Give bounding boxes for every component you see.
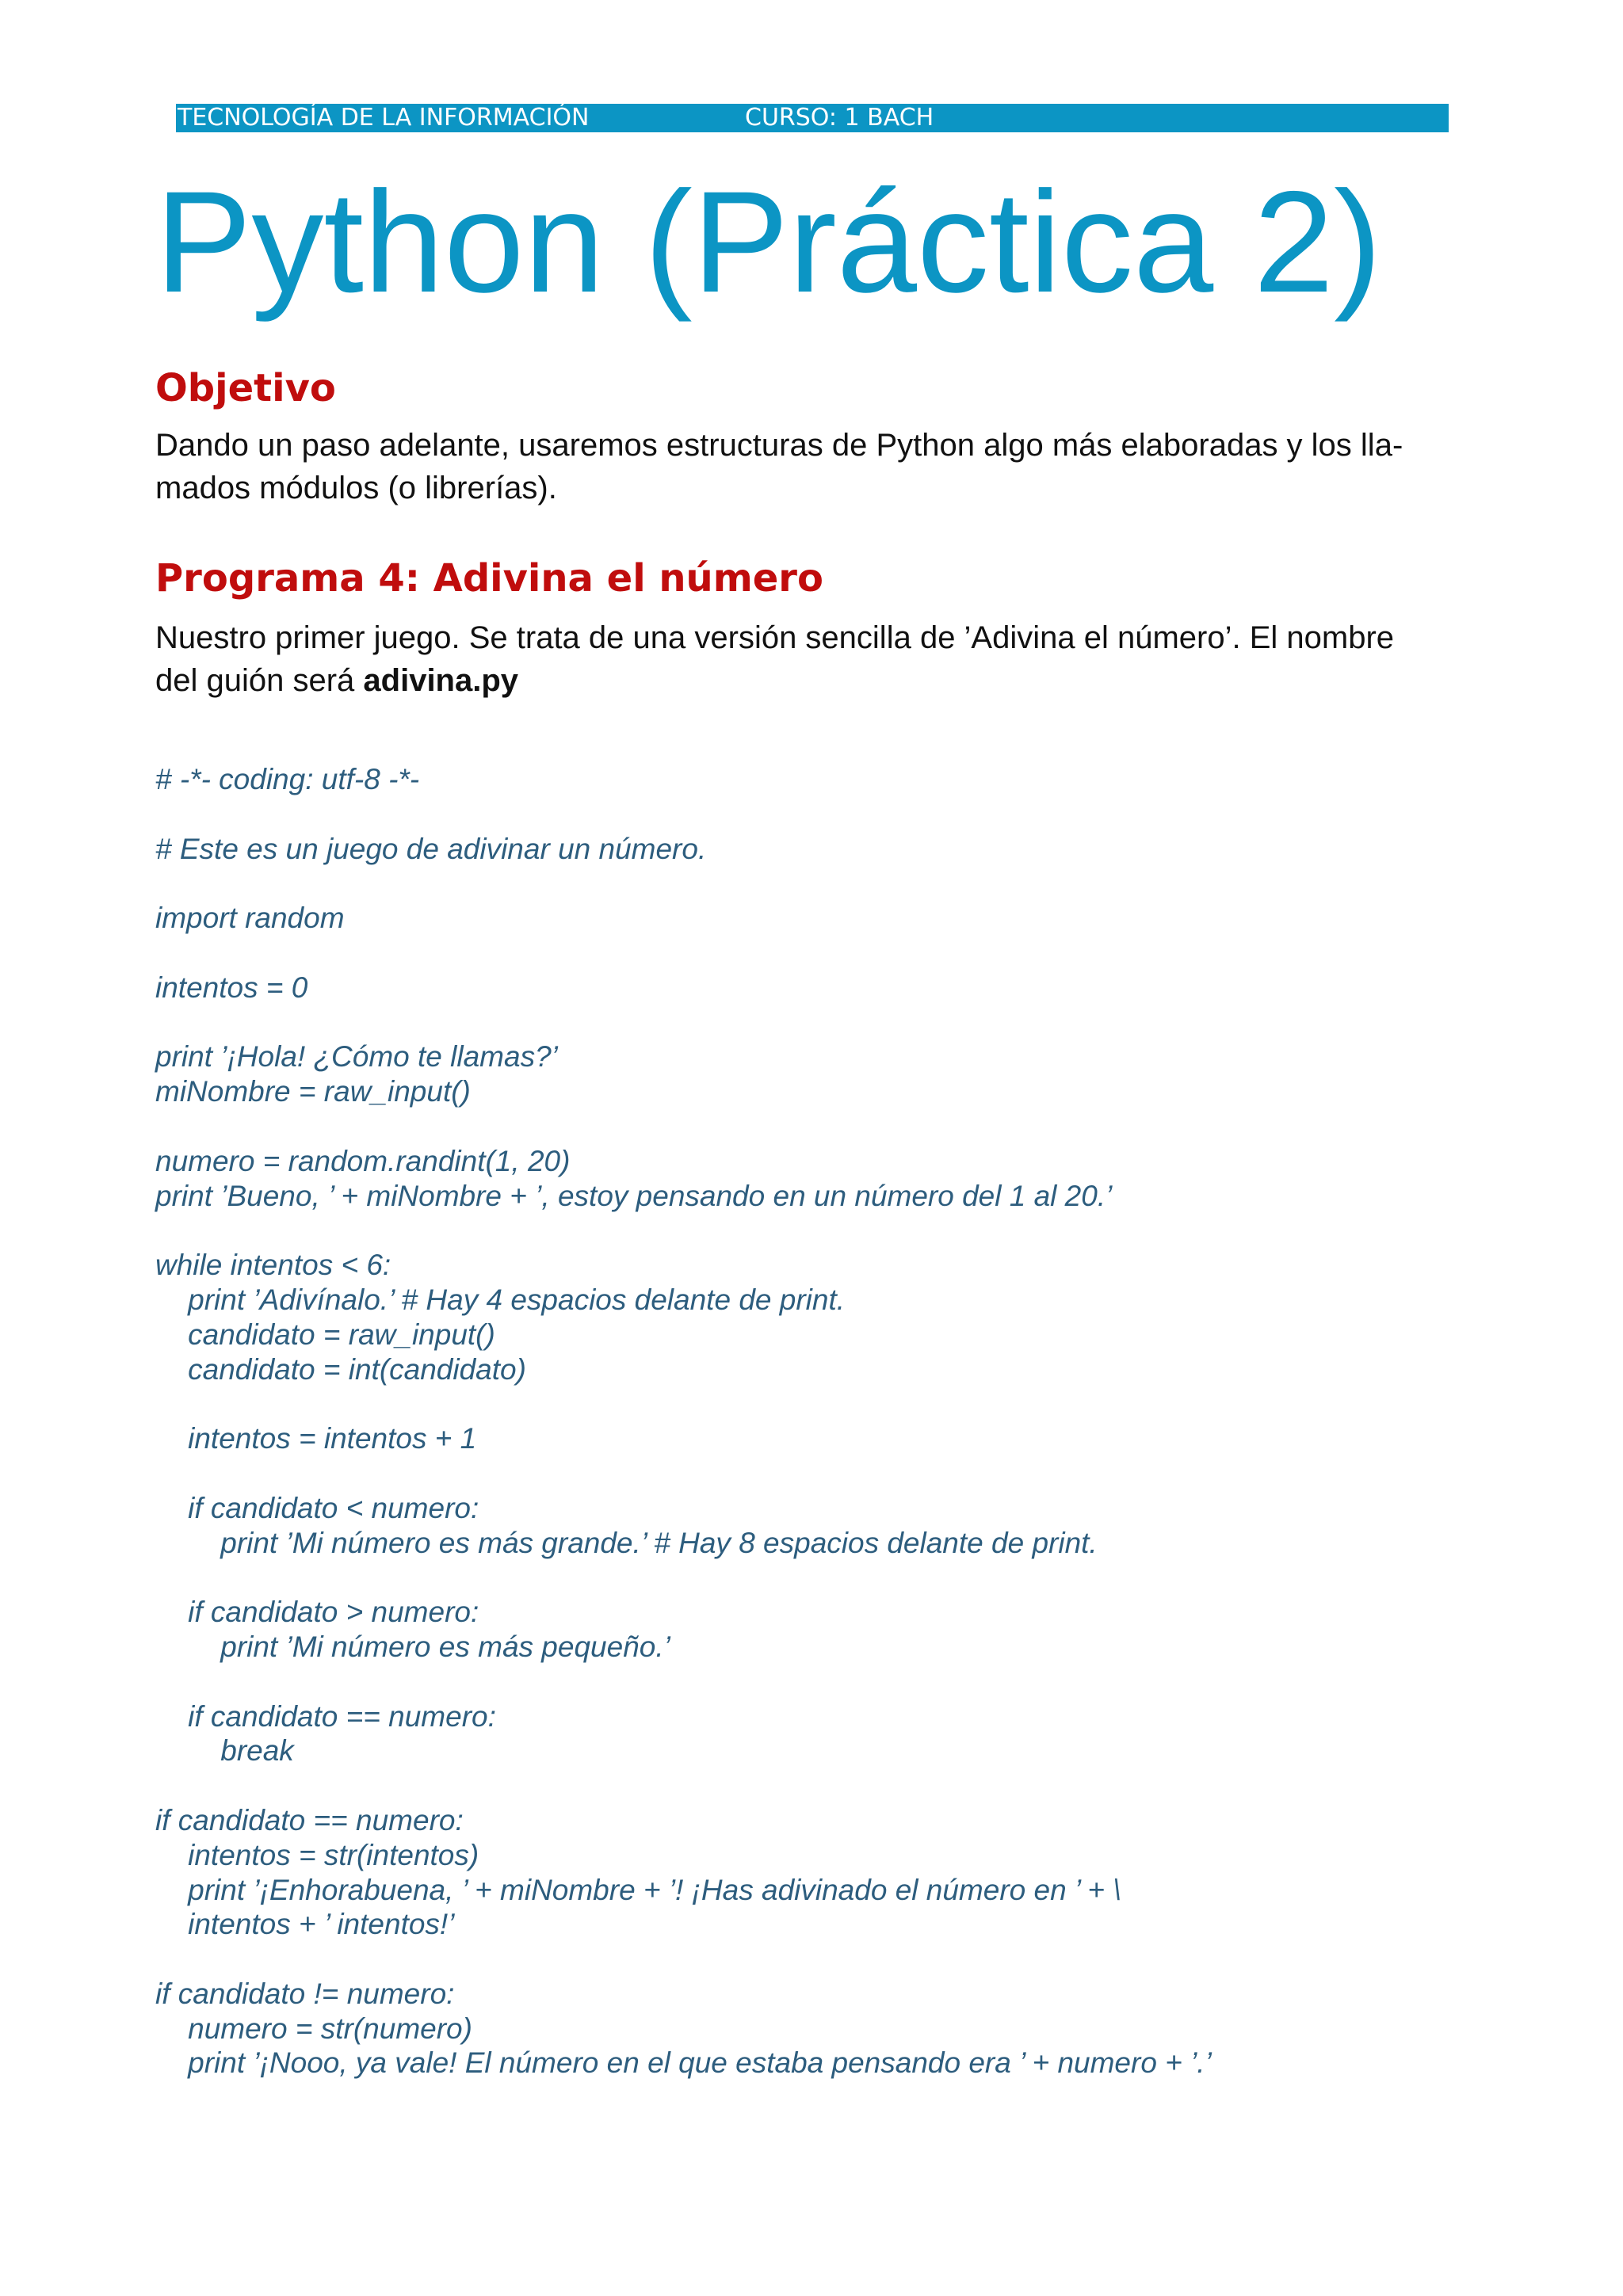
- code-line: print ’¡Hola! ¿Cómo te llamas?’: [155, 1040, 558, 1074]
- code-line: [155, 866, 1455, 901]
- code-line: miNombre = raw_input(): [155, 1075, 471, 1108]
- code-line: print ’Mi número es más pequeño.’: [155, 1630, 670, 1663]
- code-line: # -*- coding: utf-8 -*-: [155, 763, 420, 795]
- code-line: if candidato == numero:: [155, 1803, 464, 1836]
- code-line: [155, 1665, 1455, 1699]
- code-line: [155, 797, 1455, 832]
- code-line: print ’¡Nooo, ya vale! El número en el que estaba pensando era ’ + numero + ’.’: [155, 2046, 1212, 2080]
- code-line: [155, 936, 1455, 971]
- code-line: [155, 1560, 1455, 1595]
- section-heading-objetivo: Objetivo: [155, 366, 336, 410]
- code-line: candidato = raw_input(): [155, 1318, 495, 1351]
- header-subject: TECNOLOGÍA DE LA INFORMACIÓN: [178, 104, 590, 132]
- code-line: candidato = int(candidato): [155, 1352, 526, 1386]
- code-line: numero = random.randint(1, 20): [155, 1144, 571, 1177]
- code-line: print ’¡Enhorabuena, ’ + miNombre + ’! ¡Has adivinado el número en ’ + \: [155, 1873, 1121, 1906]
- header-course: CURSO: 1 BACH: [745, 104, 934, 132]
- objetivo-line-2: mados módulos (o librerías).: [155, 471, 557, 505]
- code-line: intentos = 0: [155, 971, 308, 1004]
- code-line: [155, 1768, 1455, 1803]
- objetivo-paragraph: [155, 424, 1455, 509]
- code-line: if candidato == numero:: [155, 1699, 496, 1733]
- code-line: print ’Mi número es más grande.’ # Hay 8 espacios delante de print.: [155, 1526, 1098, 1559]
- header-bar: [176, 104, 1449, 132]
- code-line: intentos = intentos + 1: [155, 1422, 477, 1455]
- code-line: print ’Adivínalo.’ # Hay 4 espacios delante de print.: [155, 1283, 846, 1316]
- code-line: print ’Bueno, ’ + miNombre + ’, estoy pensando en un número del 1 al 20.’: [155, 1179, 1113, 1212]
- page-title: Python (Práctica 2): [155, 161, 1382, 322]
- code-line: while intentos < 6:: [155, 1249, 391, 1282]
- code-line: [155, 1942, 1455, 1977]
- code-line: import random: [155, 902, 345, 935]
- code-line: intentos = str(intentos): [155, 1838, 479, 1871]
- section-heading-programa: Programa 4: Adivina el número: [155, 556, 823, 601]
- code-line: [155, 1386, 1455, 1421]
- code-line: [155, 1456, 1455, 1491]
- code-listing: [155, 762, 1455, 2081]
- code-line: if candidato != numero:: [155, 1977, 455, 2010]
- objetivo-line-1: Dando un paso adelante, usaremos estructuras de Python algo más elaboradas y los lla-: [155, 428, 1403, 463]
- code-line: if candidato > numero:: [155, 1596, 479, 1629]
- code-line: numero = str(numero): [155, 2012, 472, 2045]
- code-line: [155, 1213, 1455, 1248]
- script-filename: adivina.py: [363, 663, 519, 698]
- programa-line-1: Nuestro primer juego. Se trata de una versión sencilla de ’Adivina el número’. El nombre: [155, 620, 1395, 655]
- code-line: if candidato < numero:: [155, 1491, 479, 1524]
- programa-line-2-text: del guión será: [155, 663, 364, 698]
- code-line: [155, 1109, 1455, 1144]
- code-line: break: [155, 1734, 294, 1768]
- code-line: [155, 1005, 1455, 1040]
- code-line: intentos + ’ intentos!’: [155, 1908, 455, 1941]
- programa-paragraph: [155, 616, 1455, 702]
- code-line: # Este es un juego de adivinar un número.: [155, 832, 707, 865]
- programa-line-2: [155, 659, 1455, 702]
